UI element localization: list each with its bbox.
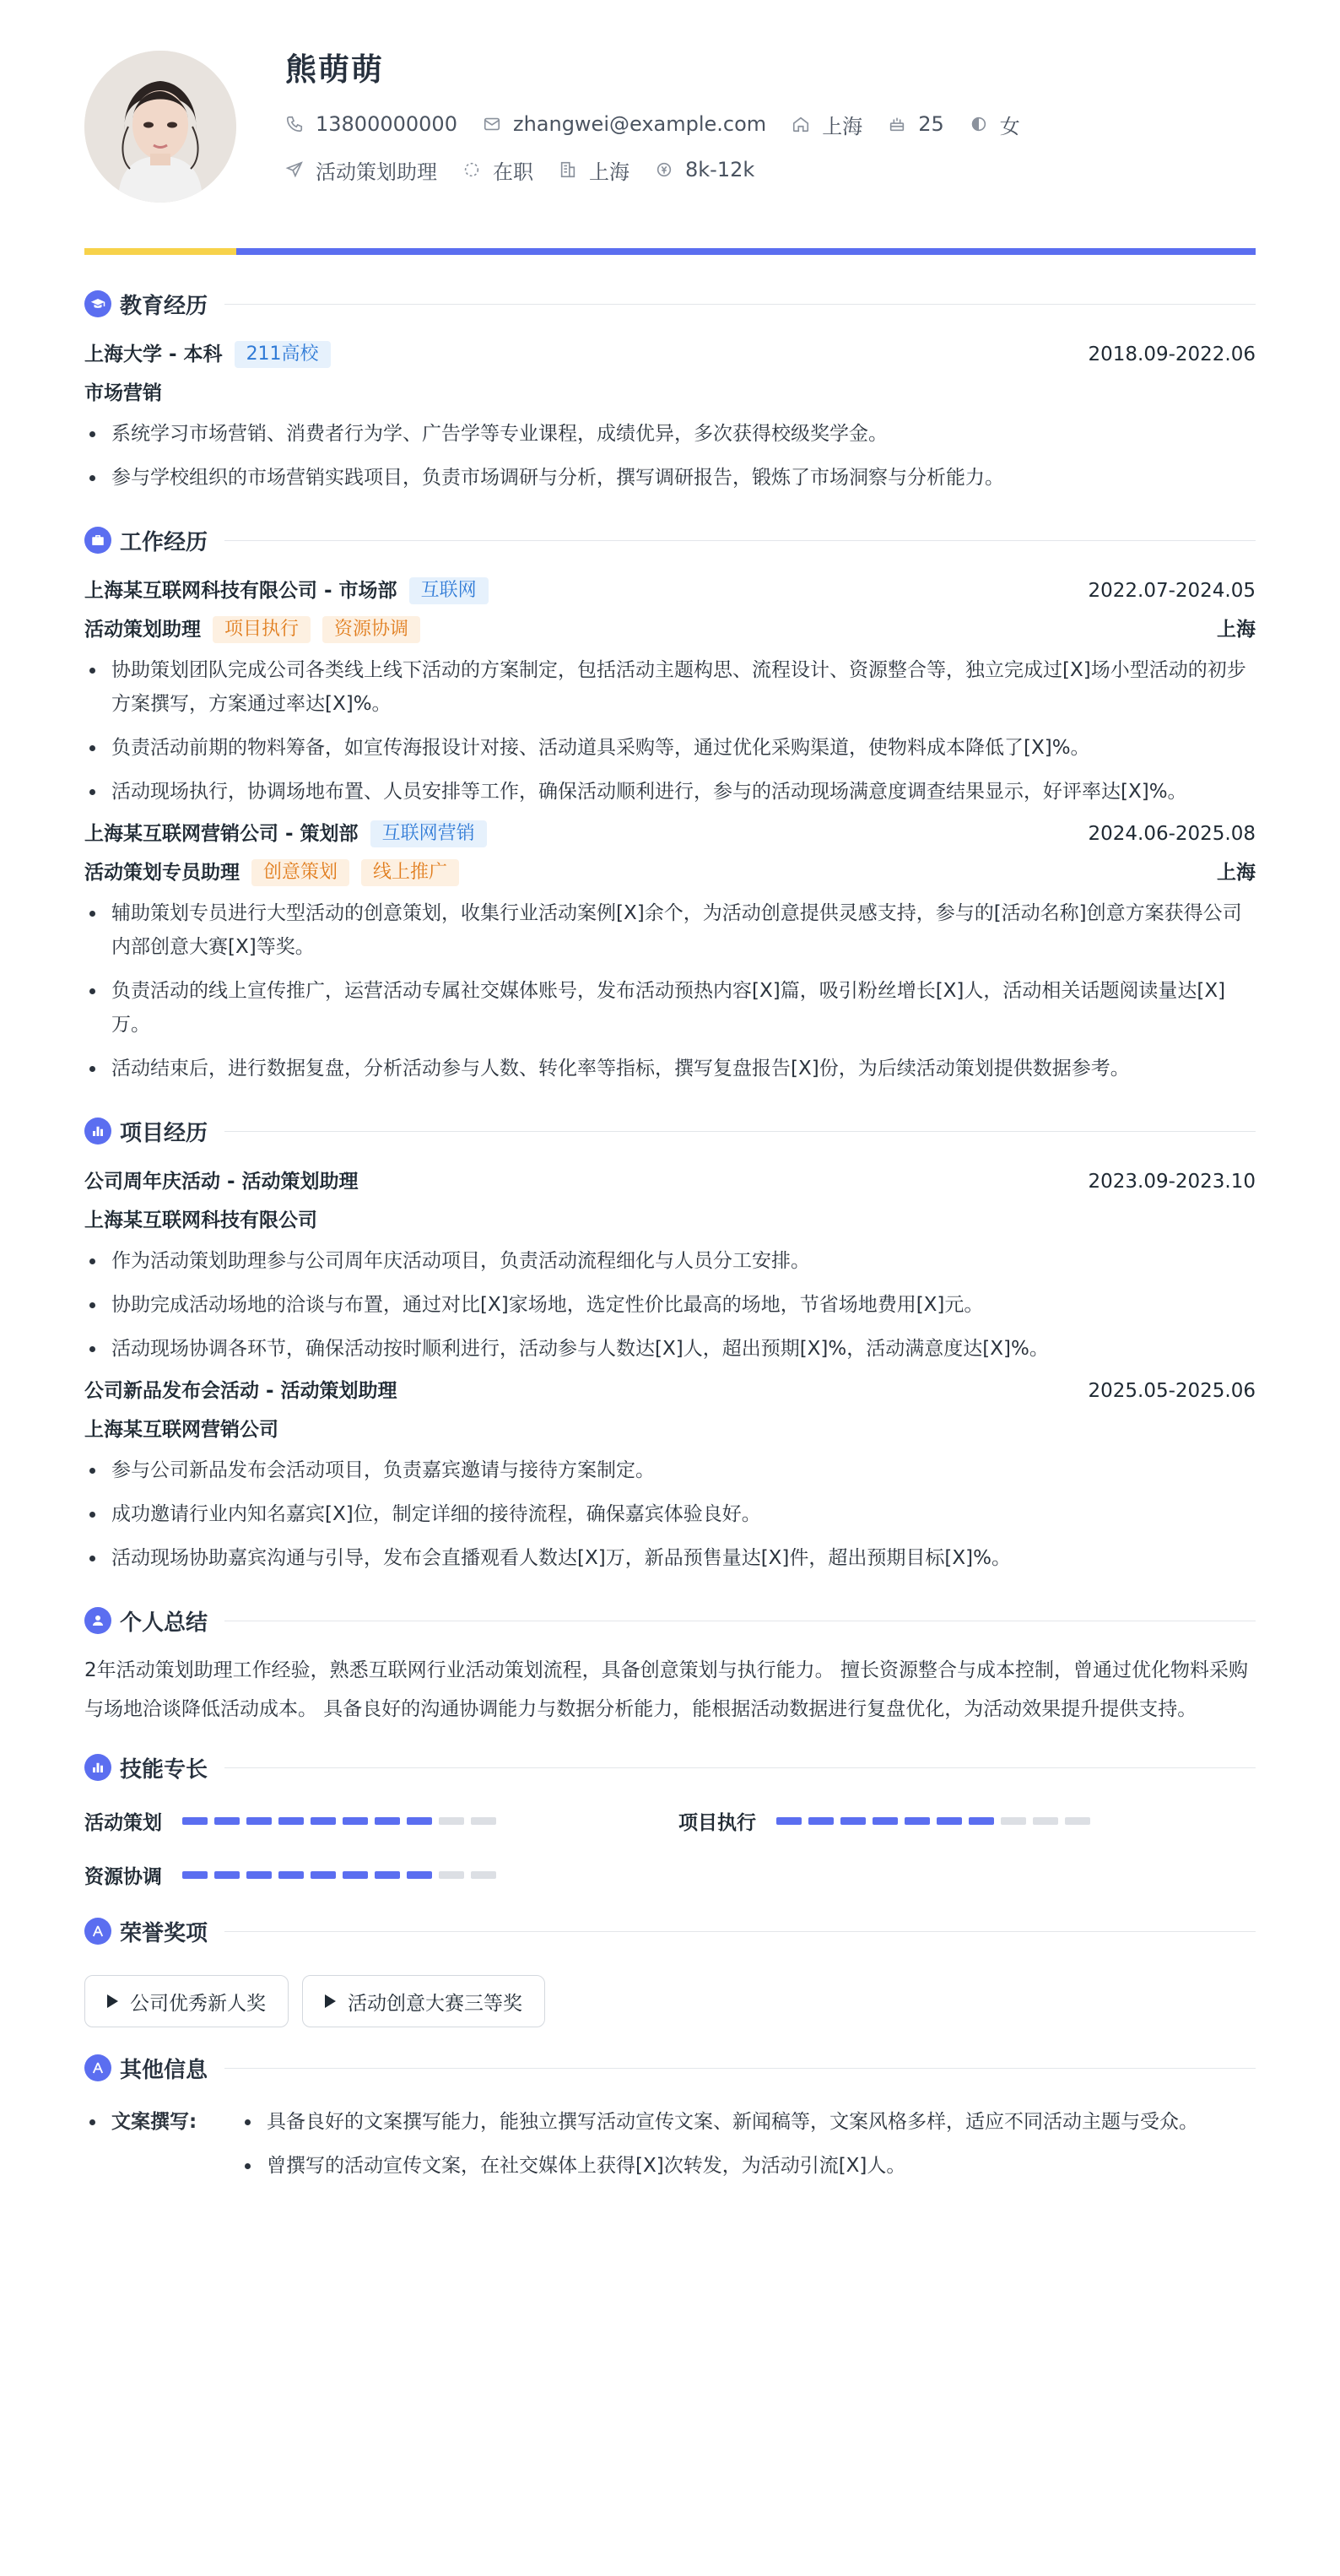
send-icon	[285, 160, 304, 179]
award-icon	[84, 1918, 111, 1945]
contact-row	[285, 111, 1046, 137]
graduation-cap-icon	[84, 290, 111, 317]
skill-dash-filled	[182, 1817, 208, 1825]
project-entry-header	[84, 1168, 1256, 1195]
skill-dash-filled	[375, 1871, 400, 1879]
gender-icon	[970, 115, 988, 133]
list-item: 曾撰写的活动宣传文案，在社交媒体上获得[X]次转发，为活动引流[X]人。	[240, 2149, 1198, 2183]
phone-icon	[285, 115, 304, 133]
skill-dash-empty	[1065, 1817, 1090, 1825]
accent-divider-highlight	[84, 248, 236, 255]
skill-item	[84, 1808, 678, 1833]
school-tag: 211高校	[235, 341, 331, 368]
skill-dash-filled	[375, 1817, 400, 1825]
section-title: 工作经历	[120, 529, 208, 555]
intention-row	[285, 157, 1046, 182]
age-item	[888, 112, 944, 136]
skills-section	[84, 1752, 1256, 1887]
award-chip	[302, 1975, 545, 2027]
project-company-row	[84, 1207, 1256, 1234]
phone-item	[285, 112, 457, 136]
section-header	[84, 1605, 1256, 1636]
skill-dash-empty	[471, 1817, 496, 1825]
skill-dash-filled	[873, 1817, 898, 1825]
award-chip	[84, 1975, 289, 2027]
section-title: 教育经历	[120, 293, 208, 319]
list-item: 协助完成活动场地的洽谈与布置，通过对比[X]家场地，选定性价比最高的场地，节省场地费用[X]元。	[84, 1288, 1256, 1322]
skill-dash-filled	[246, 1871, 272, 1879]
skill-dash-filled	[311, 1871, 336, 1879]
other-label: 文案撰写:	[84, 2105, 240, 2139]
work-entry	[84, 820, 1256, 1085]
candidate-name: 熊萌萌	[285, 51, 384, 88]
list-item: 作为活动策划助理参与公司周年庆活动项目，负责活动流程细化与人员分工安排。	[84, 1244, 1256, 1278]
awards-section	[84, 1916, 1256, 2027]
cake-icon	[888, 115, 906, 133]
work-section	[84, 525, 1256, 1085]
project-bullets	[84, 1244, 1256, 1366]
list-item: 协助策划团队完成公司各类线上线下活动的方案制定，包括活动主题构思、流程设计、资源整合等，独立完成过[X]场小型活动的初步方案撰写，方案通过率达[X]%。	[84, 653, 1256, 721]
list-item: 活动结束后，进行数据复盘，分析活动参与人数、转化率等指标，撰写复盘报告[X]份，为后续活动策划提供数据参考。	[84, 1052, 1256, 1085]
phone-text: 13800000000	[316, 112, 457, 136]
status-icon	[462, 160, 481, 179]
project-entry	[84, 1168, 1256, 1366]
other-items	[240, 2105, 1198, 2193]
education-entry-header	[84, 341, 1256, 368]
industry-tag: 互联网	[409, 577, 489, 604]
skill-level-bar	[776, 1817, 1097, 1825]
work-entry-header	[84, 577, 1256, 604]
list-item: 系统学习市场营销、消费者行为学、广告学等专业课程，成绩优异，多次获得校级奖学金。	[84, 417, 1256, 451]
target-job-text: 活动策划助理	[316, 160, 437, 184]
education-entry	[84, 341, 1256, 495]
skill-dash-empty	[1001, 1817, 1026, 1825]
role-name: 活动策划助理	[84, 619, 201, 641]
section-header	[84, 289, 1256, 319]
skill-dash-filled	[278, 1817, 304, 1825]
work-city: 上海	[1217, 619, 1256, 641]
list-item: 活动现场协调各环节，确保活动按时顺利进行，活动参与人数达[X]人，超出预期[X]%，活动满意度达[X]%。	[84, 1332, 1256, 1366]
avatar	[84, 51, 236, 203]
section-header	[84, 2053, 1256, 2083]
skill-dash-filled	[776, 1817, 802, 1825]
role-name: 活动策划专员助理	[84, 862, 240, 884]
company-name: 上海某互联网科技有限公司 - 市场部	[84, 580, 397, 602]
section-divider	[224, 540, 1256, 541]
info-icon	[84, 2054, 111, 2081]
skill-dash-filled	[214, 1817, 240, 1825]
skill-dash-filled	[407, 1817, 432, 1825]
accent-divider	[84, 248, 1256, 255]
skill-level-bar	[182, 1871, 503, 1879]
list-item: 具备良好的文案撰写能力，能独立撰写活动宣传文案、新闻稿等，文案风格多样，适应不同活动主题与受众。	[240, 2105, 1198, 2139]
other-content	[84, 2105, 1256, 2193]
skill-dash-filled	[808, 1817, 834, 1825]
hometown-text: 上海	[822, 114, 863, 138]
project-entry-header	[84, 1377, 1256, 1404]
section-divider	[224, 1931, 1256, 1932]
status-text: 在职	[493, 160, 533, 184]
award-label: 公司优秀新人奖	[130, 1992, 266, 2015]
project-company: 上海某互联网科技有限公司	[84, 1210, 317, 1231]
skill-dash-filled	[214, 1871, 240, 1879]
work-period: 2024.06-2025.08	[1088, 823, 1256, 845]
skill-name: 活动策划	[84, 1811, 162, 1834]
list-item: 参与公司新品发布会活动项目，负责嘉宾邀请与接待方案制定。	[84, 1453, 1256, 1487]
skill-dash-filled	[311, 1817, 336, 1825]
section-title: 荣誉奖项	[120, 1920, 208, 1946]
skill-dash-filled	[840, 1817, 866, 1825]
company-name: 上海某互联网营销公司 - 策划部	[84, 823, 359, 845]
skill-dash-filled	[905, 1817, 930, 1825]
work-role-group	[84, 859, 459, 886]
education-bullets	[84, 417, 1256, 495]
hometown-item	[792, 110, 862, 139]
work-role-row	[84, 859, 1256, 886]
work-bullets	[84, 653, 1256, 809]
list-item: 成功邀请行业内知名嘉宾[X]位，制定详细的接待流程，确保嘉宾体验良好。	[84, 1497, 1256, 1531]
section-divider	[224, 2068, 1256, 2069]
major-name: 市场营销	[84, 382, 162, 404]
section-divider	[224, 304, 1256, 305]
section-title: 其他信息	[120, 2057, 208, 2083]
email-icon	[483, 115, 501, 133]
skill-item	[678, 1808, 1256, 1833]
user-icon	[84, 1607, 111, 1634]
skill-tag: 项目执行	[213, 616, 311, 643]
work-entry-title	[84, 577, 489, 604]
section-header	[84, 525, 1256, 555]
status-item	[462, 155, 533, 185]
work-role-row	[84, 616, 1256, 643]
gender-item	[970, 110, 1020, 139]
section-header	[84, 1116, 1256, 1146]
work-entry	[84, 577, 1256, 809]
other-section	[84, 2053, 1256, 2193]
education-period: 2018.09-2022.06	[1088, 344, 1256, 365]
skill-name: 资源协调	[84, 1865, 162, 1888]
skill-tag: 资源协调	[322, 616, 420, 643]
skill-tag: 线上推广	[361, 859, 459, 886]
home-icon	[792, 115, 810, 133]
list-item: 负责活动的线上宣传推广，运营活动专属社交媒体账号，发布活动预热内容[X]篇，吸引粉丝增长[X]人，活动相关话题阅读量达[X]万。	[84, 974, 1256, 1042]
award-label: 活动创意大赛三等奖	[348, 1992, 522, 2015]
work-period: 2022.07-2024.05	[1088, 580, 1256, 602]
summary-section	[84, 1605, 1256, 1729]
building-icon	[559, 160, 577, 179]
skill-dash-empty	[1033, 1817, 1058, 1825]
skill-dash-filled	[278, 1871, 304, 1879]
project-company-row	[84, 1416, 1256, 1443]
work-entry-header	[84, 820, 1256, 847]
project-title: 公司新品发布会活动 - 活动策划助理	[84, 1380, 397, 1402]
skill-dash-empty	[439, 1871, 464, 1879]
industry-tag: 互联网营销	[370, 820, 487, 847]
bar-chart-icon	[84, 1754, 111, 1781]
resume-header	[84, 51, 1256, 248]
section-divider	[224, 1131, 1256, 1132]
project-period: 2025.05-2025.06	[1088, 1380, 1256, 1402]
summary-text: 2年活动策划助理工作经验，熟悉互联网行业活动策划流程，具备创意策划与执行能力。 擅长资源整合与成本控制，曾通过优化物料采购与场地洽谈降低活动成本。 具备良好的沟通协调能力与数据分析能力，能根据活动数据进行复盘优化，为活动效果提升提供支持。	[84, 1659, 1248, 1720]
skill-dash-filled	[246, 1817, 272, 1825]
school-name: 上海大学 - 本科	[84, 344, 223, 365]
list-item: 参与学校组织的市场营销实践项目，负责市场调研与分析，撰写调研报告，锻炼了市场洞察与分析能力。	[84, 461, 1256, 495]
work-city: 上海	[1217, 862, 1256, 884]
salary-icon	[655, 160, 673, 179]
skills-grid	[84, 1808, 1256, 1887]
list-item: 辅助策划专员进行大型活动的创意策划，收集行业活动案例[X]余个，为活动创意提供灵感支持，参与的[活动名称]创意方案获得公司内部创意大赛[X]等奖。	[84, 896, 1256, 964]
skill-tag: 创意策划	[251, 859, 349, 886]
project-entry	[84, 1377, 1256, 1575]
skill-dash-filled	[407, 1871, 432, 1879]
skill-name: 项目执行	[678, 1811, 756, 1834]
project-period: 2023.09-2023.10	[1088, 1171, 1256, 1193]
list-item: 活动现场协助嘉宾沟通与引导，发布会直播观看人数达[X]万，新品预售量达[X]件，超出预期目标[X]%。	[84, 1541, 1256, 1575]
skill-dash-empty	[439, 1817, 464, 1825]
target-job-item	[285, 155, 437, 185]
education-entry-title	[84, 341, 331, 368]
work-role-group	[84, 616, 420, 643]
projects-section	[84, 1116, 1256, 1575]
skill-dash-filled	[969, 1817, 994, 1825]
section-title: 项目经历	[120, 1120, 208, 1146]
awards-list	[84, 1975, 1256, 2027]
skill-dash-filled	[182, 1871, 208, 1879]
work-bullets	[84, 896, 1256, 1085]
list-item: 活动现场执行，协调场地布置、人员安排等工作，确保活动顺利进行，参与的活动现场满意度调查结果显示，好评率达[X]%。	[84, 775, 1256, 809]
bar-chart-icon	[84, 1118, 111, 1145]
target-city-text: 上海	[589, 160, 629, 184]
other-row	[84, 2105, 1256, 2193]
email-text: zhangwei@example.com	[512, 112, 767, 136]
skill-dash-filled	[343, 1871, 368, 1879]
section-title: 技能专长	[120, 1756, 208, 1783]
education-major-row	[84, 380, 1256, 407]
briefcase-icon	[84, 527, 111, 554]
section-header	[84, 1752, 1256, 1783]
play-icon	[107, 1994, 118, 2008]
email-item	[483, 112, 766, 136]
project-title: 公司周年庆活动 - 活动策划助理	[84, 1171, 359, 1193]
header-info	[285, 51, 1046, 182]
age-text: 25	[918, 112, 944, 136]
project-company: 上海某互联网营销公司	[84, 1419, 278, 1441]
skill-item	[84, 1862, 678, 1887]
education-section	[84, 289, 1256, 495]
work-entry-title	[84, 820, 487, 847]
play-icon	[325, 1994, 336, 2008]
gender-text: 女	[999, 114, 1020, 138]
target-city-item	[559, 155, 629, 185]
salary-item	[655, 158, 754, 181]
skill-dash-filled	[343, 1817, 368, 1825]
project-bullets	[84, 1453, 1256, 1575]
section-divider	[224, 1767, 1256, 1768]
skill-level-bar	[182, 1817, 503, 1825]
skill-dash-filled	[937, 1817, 962, 1825]
section-header	[84, 1916, 1256, 1946]
section-title: 个人总结	[120, 1610, 208, 1636]
skill-dash-empty	[471, 1871, 496, 1879]
list-item: 负责活动前期的物料筹备，如宣传海报设计对接、活动道具采购等，通过优化采购渠道，使物料成本降低了[X]%。	[84, 731, 1256, 765]
salary-text: 8k-12k	[685, 158, 755, 181]
